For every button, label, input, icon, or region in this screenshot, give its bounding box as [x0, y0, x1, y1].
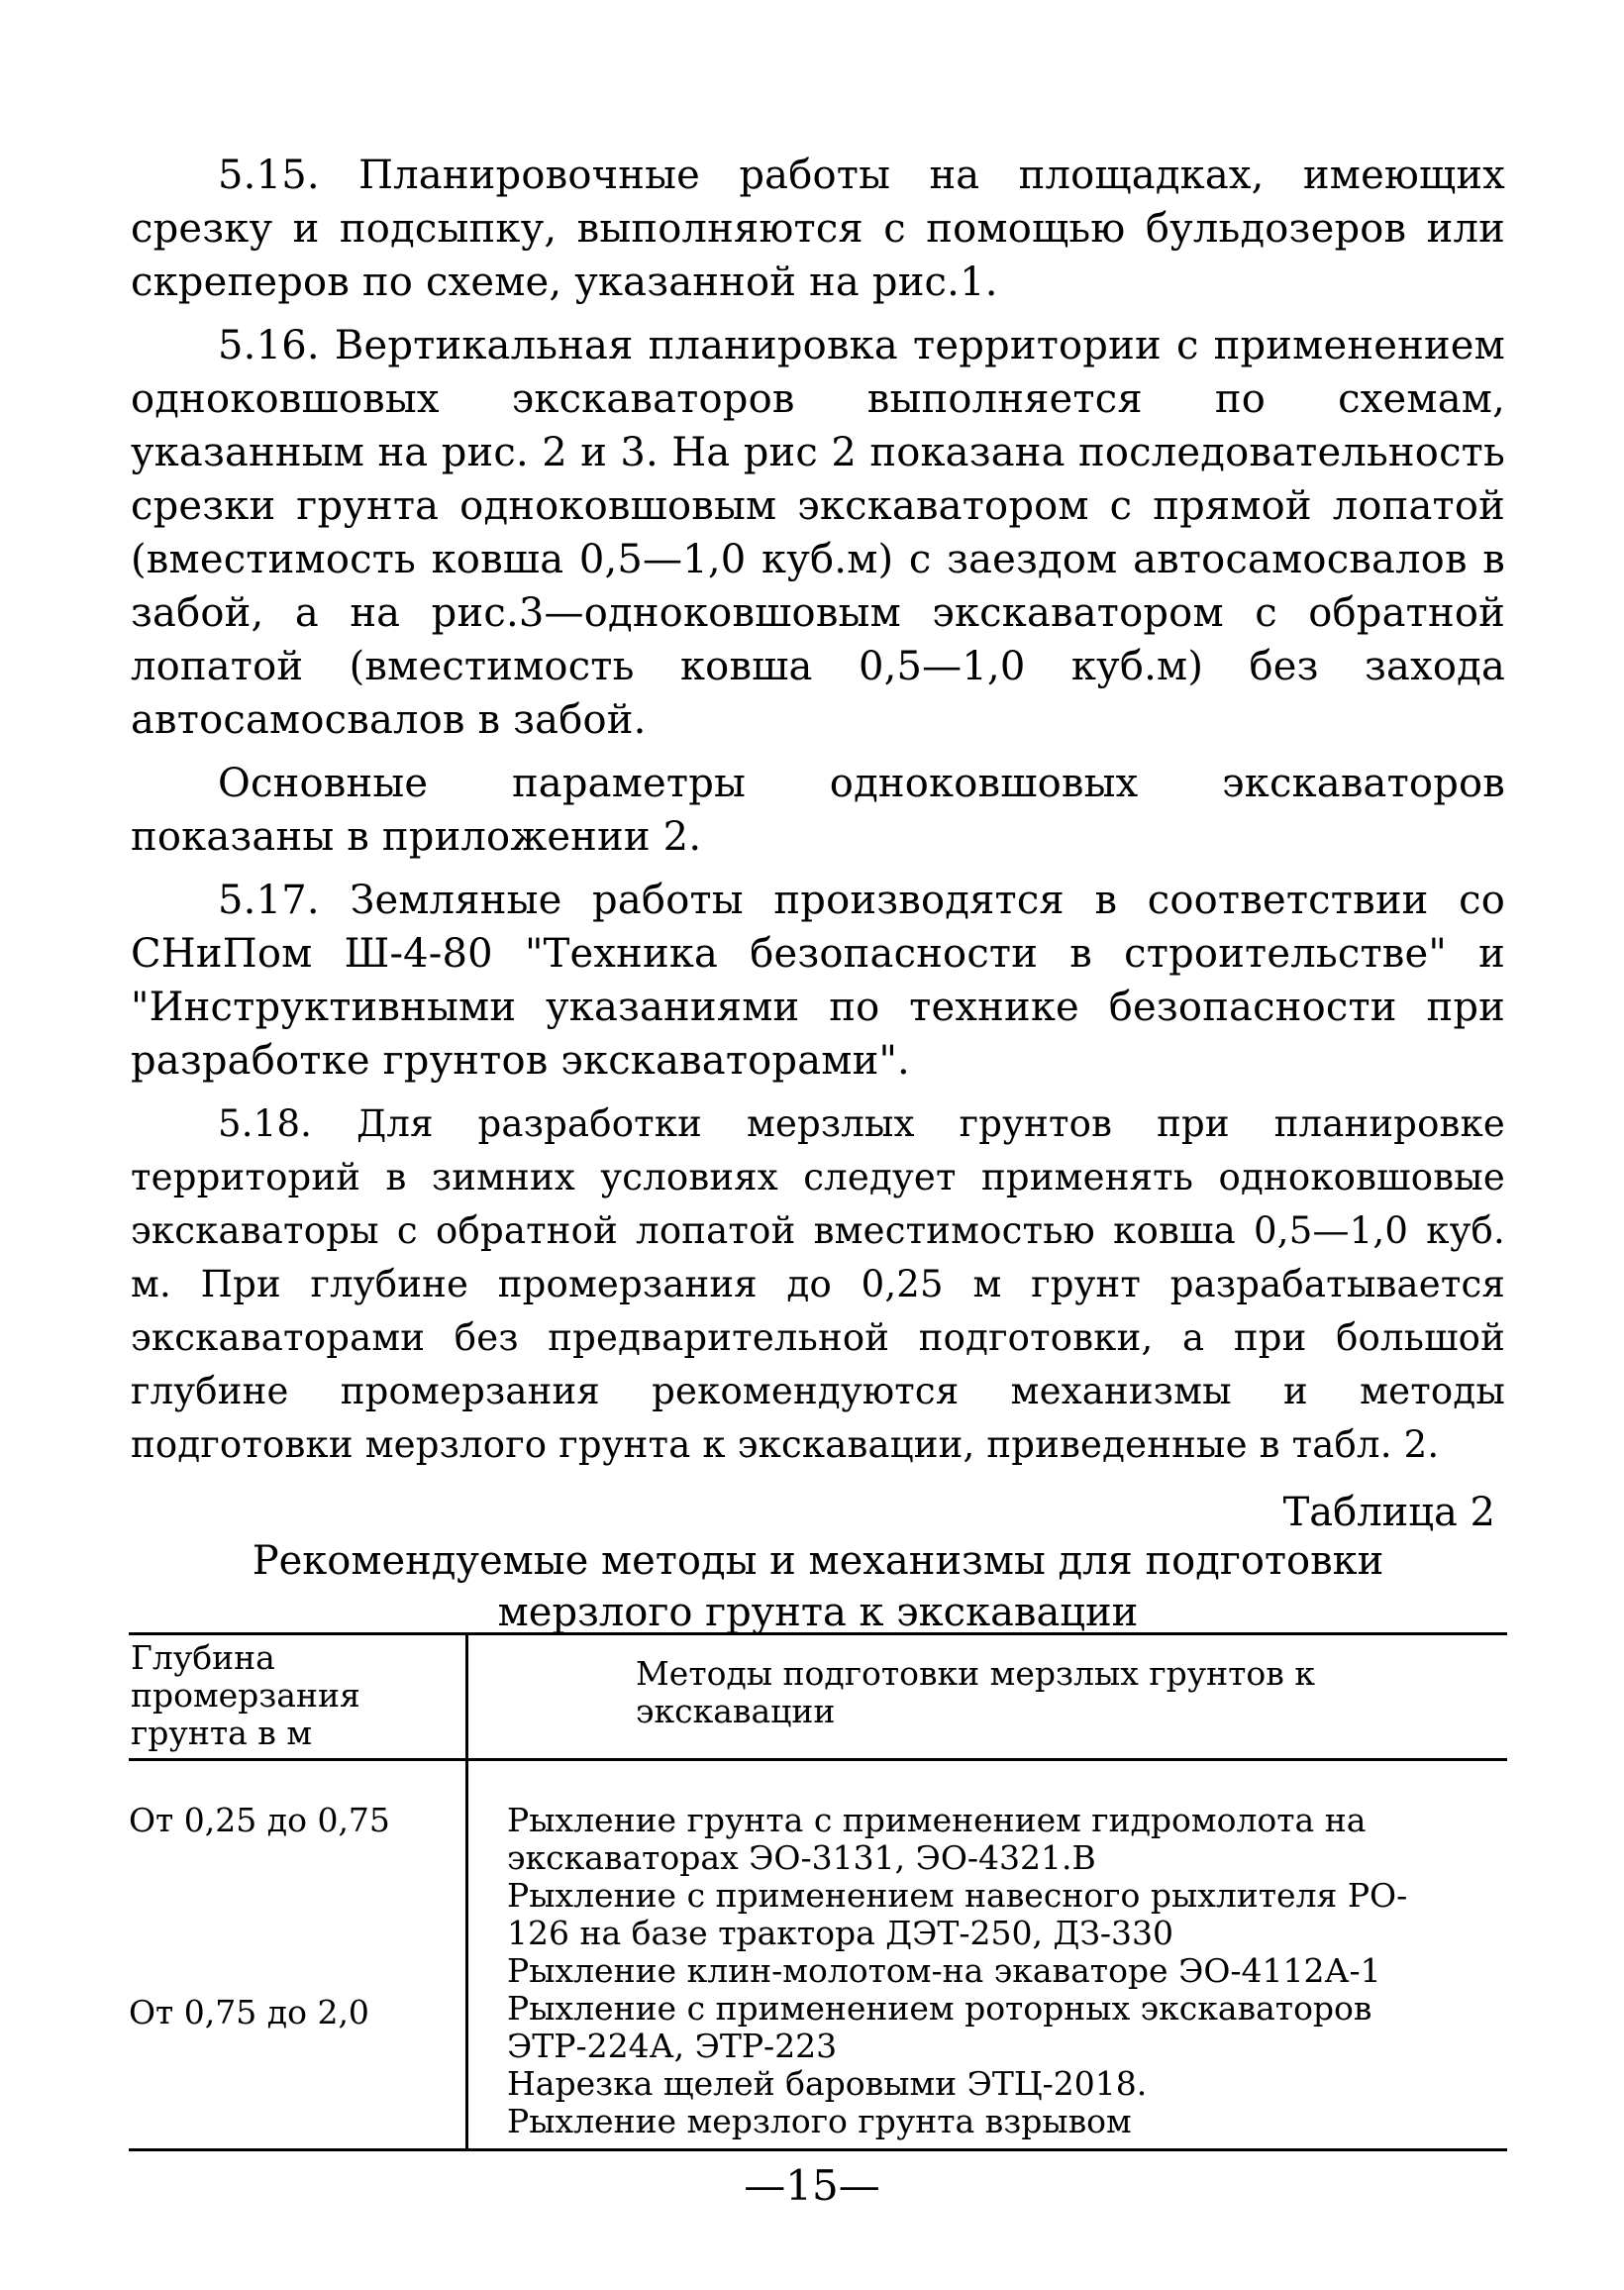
- header-depth: [129, 1639, 457, 1752]
- header-methods-line: экскавации: [636, 1692, 836, 1730]
- table-title-line-1: Рекомендуемые методы и механизмы для подготовки: [252, 1538, 1384, 1584]
- method-line: Нарезка щелей баровыми ЭТЦ-2018.: [507, 2064, 1148, 2103]
- body-text: [131, 149, 1505, 1482]
- method-line: Рыхление с применением роторных экскаваторов: [507, 1989, 1372, 2028]
- header-depth-line: промерзания: [131, 1676, 360, 1715]
- depth-cell: От 0,75 до 2,0: [129, 1993, 369, 2031]
- column-divider: [465, 1635, 468, 2148]
- method-line: Рыхление грунта с применением гидромолота на: [507, 1801, 1367, 1839]
- header-methods: [636, 1655, 1487, 1730]
- page-number: —15—: [744, 2161, 880, 2210]
- method-line: экскаваторах ЭО-3131, ЭО-4321.В: [507, 1838, 1096, 1877]
- table-title-line-2: мерзлого грунта к экскавации: [497, 1590, 1139, 1635]
- paragraph-appendix-ref: Основные параметры одноковшовых экскаваторов показаны в приложении 2.: [131, 761, 1505, 860]
- table-label: Таблица 2: [1282, 1490, 1495, 1535]
- paragraph-5-17: 5.17. Земляные работы производятся в соответствии со СНиПом Ш-4-80 "Техника безопасности в строительстве" и "Инструктивными указаниями по технике безопасности при разработке грунтов экскаваторами".: [131, 878, 1505, 1084]
- method-line: Рыхление с применением навесного рыхлителя РО-: [507, 1876, 1408, 1915]
- method-line: 126 на базе трактора ДЭТ-250, ДЗ-330: [507, 1914, 1174, 1952]
- methods-cell: [507, 1802, 1497, 2140]
- paragraph-5-18: 5.18. Для разработки мерзлых грунтов при планировке территорий в зимних условиях следует применять одноковшовые экскаваторы с обратной лопатой вместимостью ковша 0,5—1,0 куб. м. При глубине промерзания до 0,25 м грунт разрабатывается экскаваторами без предварительной подготовки, а при большой глубине промерзания рекомендуются механизмы и методы подготовки мерзлого грунта к экскавации, приведенные в табл. 2.: [131, 1102, 1505, 1466]
- method-line: ЭТР-224А, ЭТР-223: [507, 2027, 838, 2065]
- frozen-soil-methods-table: [129, 1632, 1507, 2151]
- header-depth-line: Глубина: [131, 1638, 275, 1677]
- header-depth-line: грунта в м: [131, 1714, 312, 1752]
- paragraph-5-15: 5.15. Планировочные работы на площадках, имеющих срезку и подсыпку, выполняются с помощью бульдозеров или скреперов по схеме, указанной на рис.1.: [131, 153, 1505, 305]
- table-title: [131, 1535, 1505, 1638]
- depth-cell: От 0,25 до 0,75: [129, 1801, 390, 1839]
- header-methods-line: Методы подготовки мерзлых грунтов к: [636, 1654, 1315, 1693]
- paragraph-5-16: 5.16. Вертикальная планировка территории с применением одноковшовых экскаваторов выполняется по схемам, указанным на рис. 2 и 3. На рис 2 показана последовательность срезки грунта одноковшовым экскаватором с прямой лопатой (вместимость ковша 0,5—1,0 куб.м) с заездом автосамосвалов в забой, а на рис.3—одноковшовым экскаватором с обратной лопатой (вместимость ковша 0,5—1,0 куб.м) без захода автосамосвалов в забой.: [131, 323, 1505, 743]
- method-line: Рыхление клин-молотом-на экаваторе ЭО-4112А-1: [507, 1951, 1381, 1990]
- header-divider: [129, 1758, 1507, 1761]
- method-line: Рыхление мерзлого грунта взрывом: [507, 2102, 1132, 2140]
